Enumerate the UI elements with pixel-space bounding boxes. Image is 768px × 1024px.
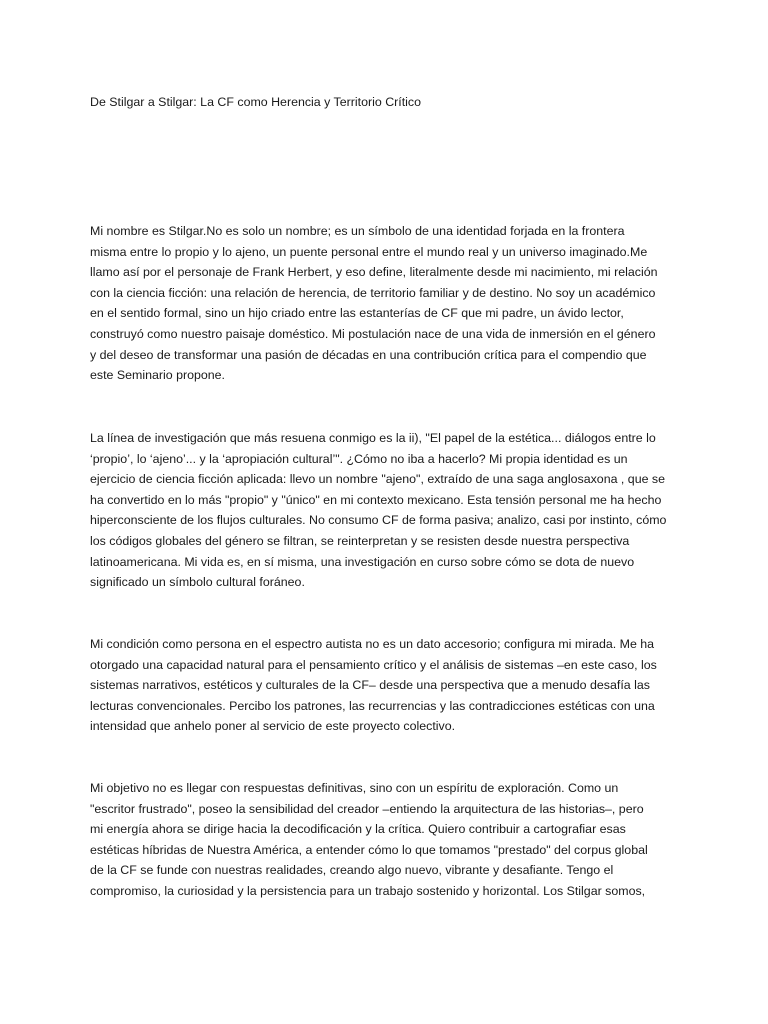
document-title: De Stilgar a Stilgar: La CF como Herencia y Territorio Crítico: [90, 95, 421, 109]
paragraph-line: "escritor frustrado", poseo la sensibilidad del creador –entiendo la arquitectura de las historias–, pero: [90, 801, 644, 816]
paragraph-line: latinoamericana. Mi vida es, en sí misma, una investigación en curso sobre cómo se dota de nuevo: [90, 554, 635, 569]
paragraph-line: otorgado una capacidad natural para el pensamiento crítico y el análisis de sistemas –en este caso, los: [90, 657, 657, 672]
paragraph-line: llamo así por el personaje de Frank Herbert, y eso define, literalmente desde mi nacimiento, mi relación: [90, 265, 658, 280]
paragraph-line: mi energía ahora se dirige hacia la decodificación y la crítica. Quiero contribuir a cartografiar esas: [90, 822, 626, 837]
paragraph-line: construyó como nuestro paisaje doméstico. Mi postulación nace de una vida de inmersión en el género: [90, 326, 656, 341]
paragraph-line: significado un símbolo cultural foráneo.: [90, 575, 305, 590]
paragraph-line: compromiso, la curiosidad y la persistencia para un trabajo sostenido y horizontal. Los Stilgar somos,: [90, 883, 646, 898]
paragraph-1: [90, 221, 680, 386]
paragraph-3: [90, 634, 680, 737]
paragraph-line: ‘propio’, lo ‘ajeno’... y la ‘apropiación cultural’". ¿Cómo no iba a hacerlo? Mi propia identidad es un: [90, 451, 628, 466]
paragraph-line: hiperconsciente de los flujos culturales. No consumo CF de forma pasiva; analizo, casi por instinto, cómo: [90, 513, 667, 528]
paragraph-line: en el sentido formal, sino un hijo criado entre las estanterías de CF que mi padre, un ávido lector,: [90, 306, 624, 321]
paragraph-line: Mi condición como persona en el espectro autista no es un dato accesorio; configura mi mirada. Me ha: [90, 637, 655, 651]
paragraph-line: La línea de investigación que más resuena conmigo es la ii), "El papel de la estética... diálogos entre lo: [90, 431, 656, 445]
paragraph-line: y del deseo de transformar una pasión de décadas en una contribución crítica para el compendio que: [90, 347, 647, 362]
paragraph-line: intensidad que anhelo poner al servicio de este proyecto colectivo.: [90, 719, 456, 734]
paragraph-4: [90, 778, 680, 902]
paragraph-line: lecturas convencionales. Percibo los patrones, las recurrencias y las contradicciones estéticas con una: [90, 698, 655, 713]
paragraph-line: este Seminario propone.: [90, 368, 226, 383]
paragraph-line: ha convertido en lo más "propio" y "único" en mi contexto mexicano. Esta tensión personal me ha hecho: [90, 492, 662, 507]
paragraph-line: ejercicio de ciencia ficción aplicada: llevo un nombre "ajeno", extraído de una saga anglosaxona , que se: [90, 472, 666, 487]
paragraph-line: misma entre lo propio y lo ajeno, un puente personal entre el mundo real y un universo imaginado.Me: [90, 244, 648, 259]
paragraph-line: los códigos globales del género se filtran, se reinterpretan y se resisten desde nuestra perspectiva: [90, 533, 630, 548]
paragraph-line: de la CF se funde con nuestras realidades, creando algo nuevo, vibrante y desafiante. Tengo el: [90, 863, 614, 878]
paragraph-line: Mi nombre es Stilgar.No es solo un nombre; es un símbolo de una identidad forjada en la frontera: [90, 224, 625, 238]
paragraph-2: [90, 428, 680, 593]
paragraph-line: estéticas híbridas de Nuestra América, a entender cómo lo que tomamos "prestado" del corpus global: [90, 842, 648, 857]
paragraph-line: con la ciencia ficción: una relación de herencia, de territorio familiar y de destino. No soy un académico: [90, 285, 656, 300]
paragraph-line: Mi objetivo no es llegar con respuestas definitivas, sino con un espíritu de exploración. Como un: [90, 781, 619, 795]
paragraph-line: sistemas narrativos, estéticos y culturales de la CF– desde una perspectiva que a menudo desafía las: [90, 678, 650, 693]
